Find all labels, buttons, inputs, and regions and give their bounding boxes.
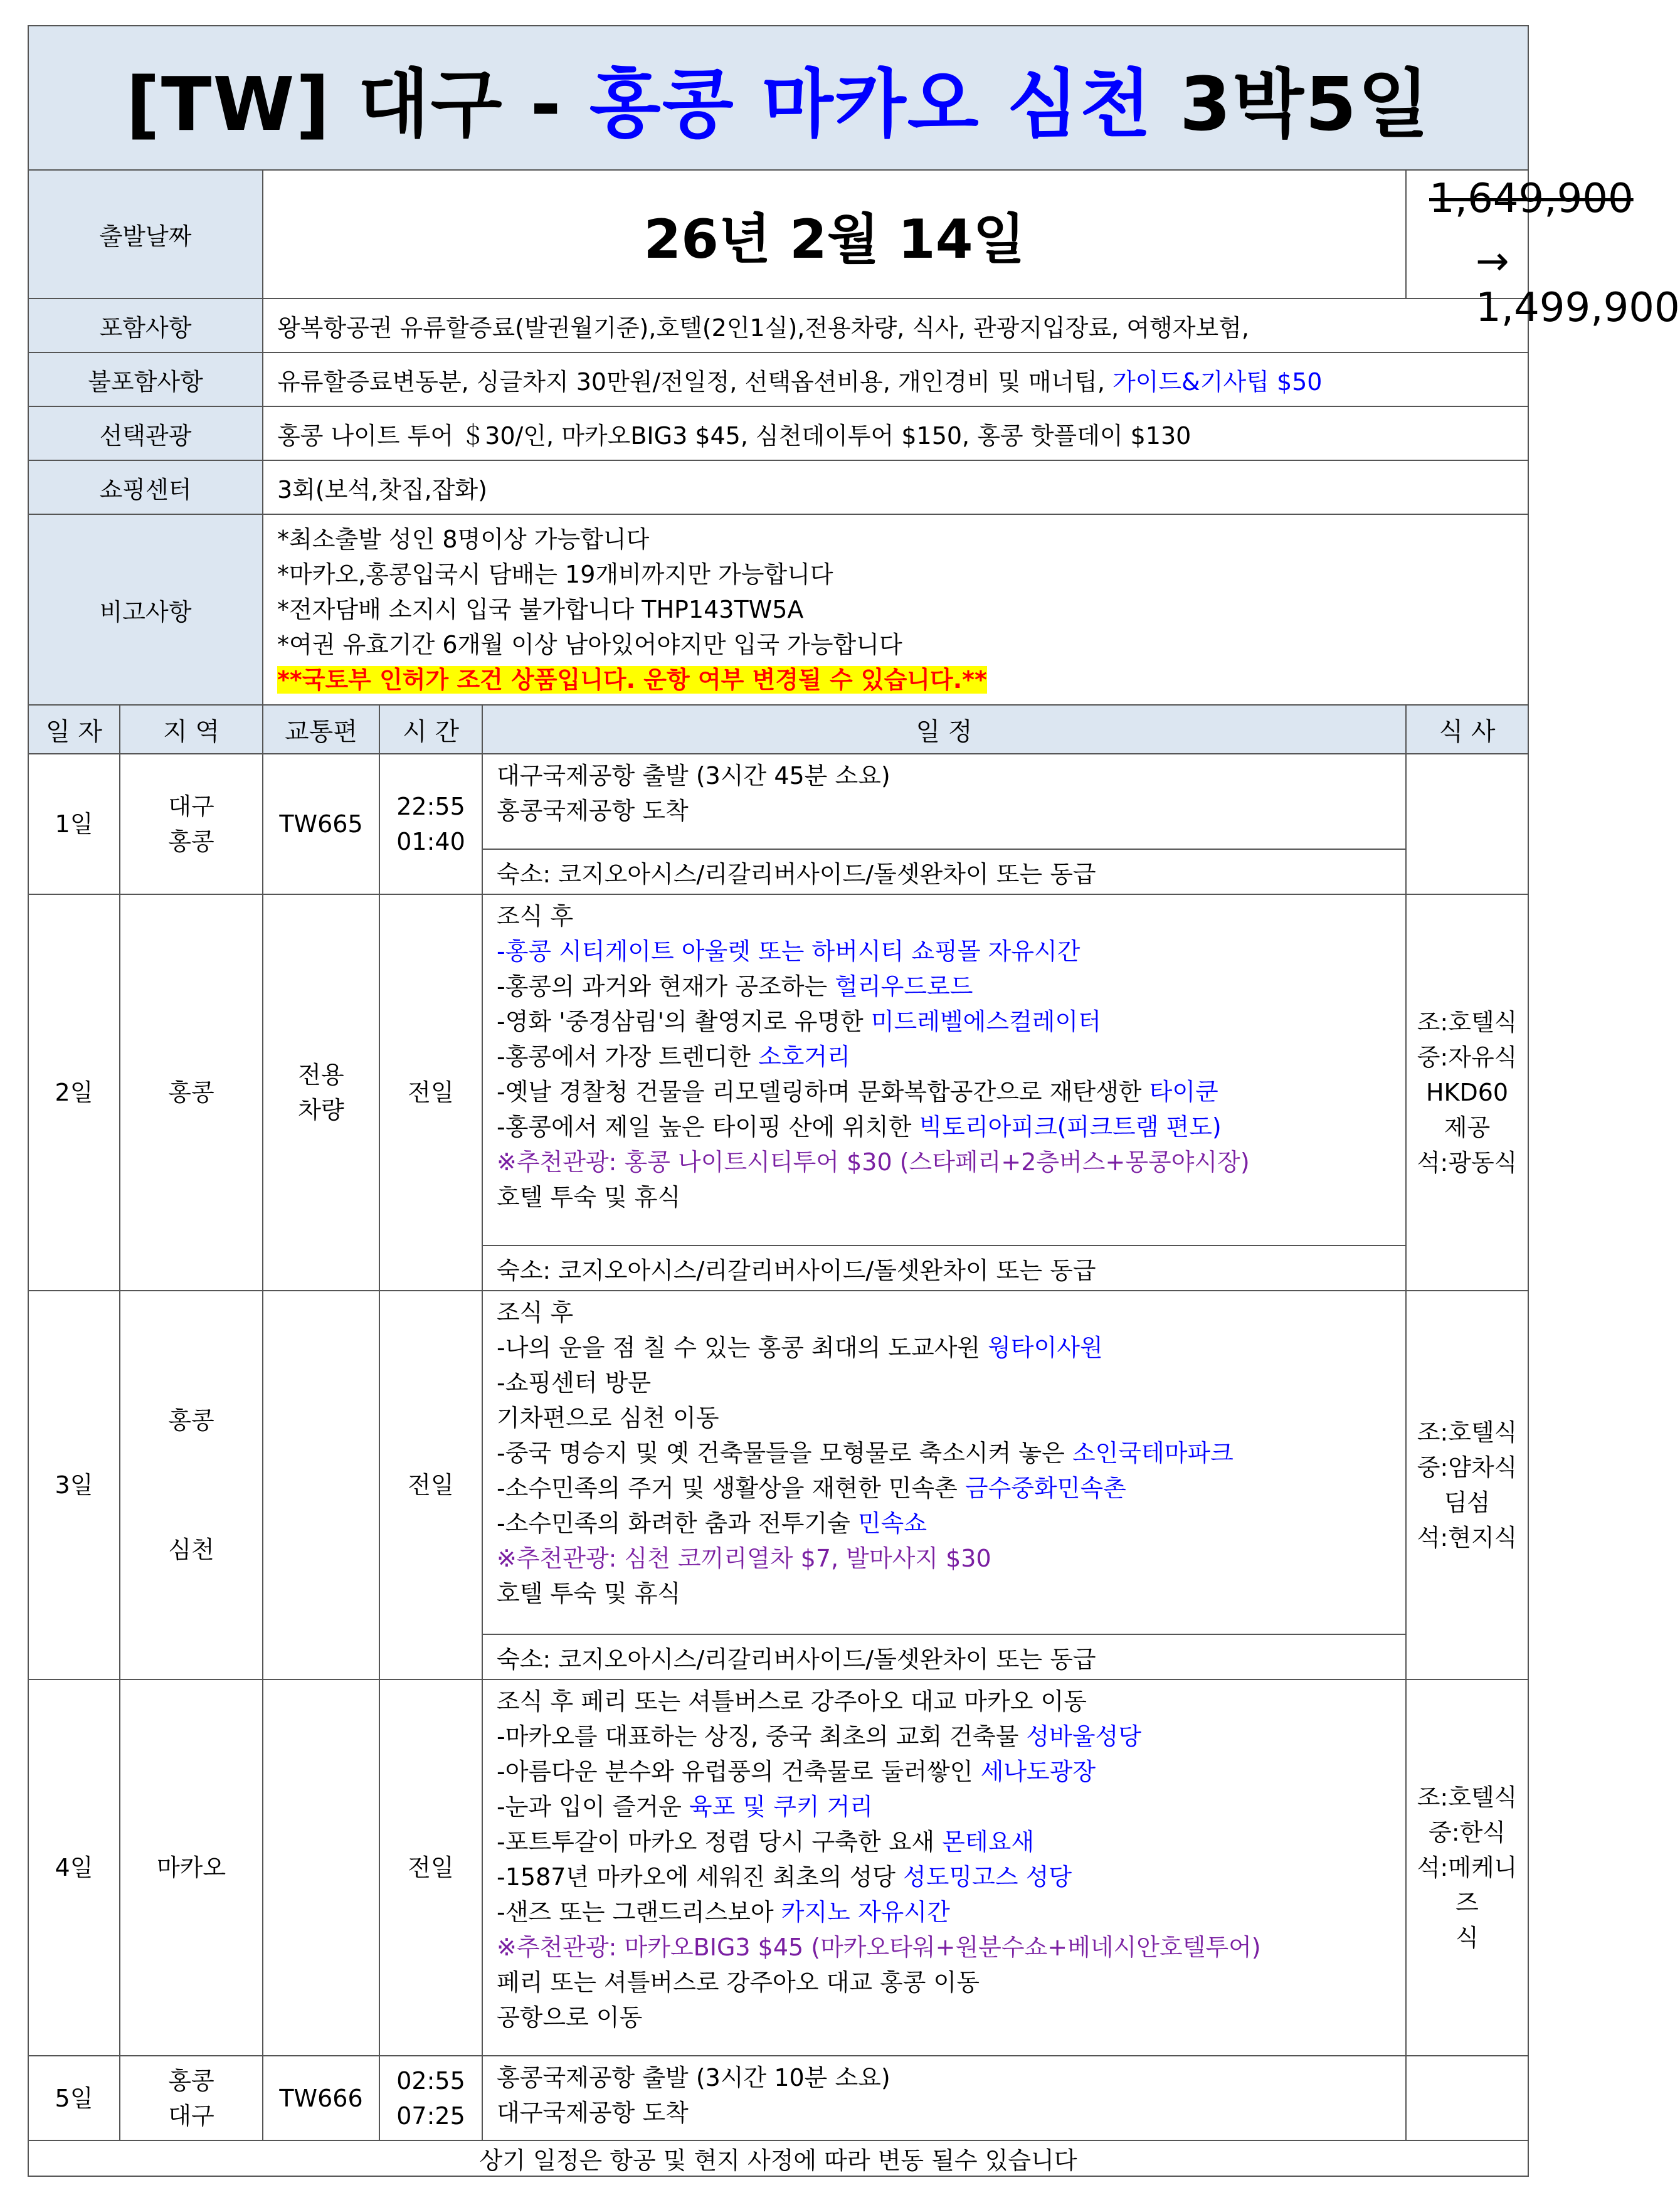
optional-text: 홍콩 나이트 투어 ＄30/인, 마카오BIG3 $45, 심천데이투어 $150, 홍콩 핫플데이 $130 — [263, 406, 1528, 460]
old-price: 1,649,900 — [1429, 175, 1634, 222]
transport-text: 전용 — [298, 1061, 344, 1089]
schedule-text: -샌즈 또는 그랜드리스보아 — [497, 1898, 781, 1926]
schedule-line — [497, 2060, 1405, 2095]
schedule-line — [497, 1109, 1405, 1145]
time-text: 22:55 — [396, 793, 465, 820]
shopping-text: 3회(보석,찻집,잡화) — [263, 460, 1528, 514]
attraction-name: 빅토리아피크(피크트램 편도) — [919, 1113, 1222, 1141]
day-meals — [1406, 754, 1528, 894]
schedule-line — [497, 1859, 1405, 1895]
time-text: 07:25 — [396, 2102, 465, 2130]
transport-text: TW665 — [279, 810, 363, 838]
attraction-name: 미드레벨에스컬레이터 — [870, 1008, 1101, 1035]
schedule-line — [497, 1400, 1405, 1436]
shopping-label: 쇼핑센터 — [28, 460, 263, 514]
hotel-info: 숙소: 코지오아시스/리갈리버사이드/돌셋완차이 또는 동급 — [482, 1245, 1406, 1291]
day-schedule — [482, 2056, 1406, 2140]
schedule-text: -쇼핑센터 방문 — [497, 1369, 652, 1397]
region-name: 홍콩 — [168, 1407, 214, 1434]
day-schedule — [482, 1679, 1406, 2056]
schedule-line — [497, 969, 1405, 1004]
sale-price: → 1,499,900 — [1476, 238, 1680, 331]
attraction-name: 육포 및 쿠키 거리 — [689, 1793, 874, 1821]
header-region: 지 역 — [120, 705, 263, 754]
included-label: 포함사항 — [28, 299, 263, 352]
schedule-line — [497, 758, 1405, 793]
departure-date: 26년 2월 14일 — [263, 170, 1406, 299]
meal-item: 중:한식 — [1429, 1819, 1506, 1846]
meal-item: 조:호텔식 — [1417, 1008, 1518, 1036]
attraction-name: 세나도광장 — [980, 1758, 1096, 1785]
region-name: 심천 — [168, 1536, 214, 1563]
schedule-text: 공항으로 이동 — [497, 2004, 643, 2031]
day-time — [379, 894, 482, 1291]
schedule-text: -포트투갈이 마카오 정렴 당시 구축한 요새 — [497, 1828, 943, 1856]
attraction-name: 웡타이사원 — [988, 1334, 1103, 1362]
remark-warning: **국토부 인허가 조건 상품입니다. 운항 여부 변경될 수 있습니다.** — [277, 666, 987, 694]
meal-item: 중:얌차식 — [1417, 1454, 1518, 1481]
schedule-text: ※추천관광: 홍콩 나이트시티투어 $30 (스타페리+2층버스+몽콩야시장) — [497, 1148, 1250, 1176]
title-prefix: [TW] 대구 - — [126, 61, 589, 147]
time-text: 전일 — [408, 1471, 454, 1499]
attraction-name: 금수중화민속촌 — [964, 1474, 1126, 1502]
attraction-name: 민속쇼 — [857, 1510, 927, 1537]
schedule-line — [497, 899, 1405, 934]
title-duration: 3박5일 — [1152, 61, 1431, 147]
schedule-text: -중국 명승지 및 옛 건축물들을 모형물로 축소시켜 놓은 — [497, 1439, 1072, 1467]
region-name: 대구 — [168, 2102, 214, 2130]
itinerary-table — [28, 25, 1680, 2177]
schedule-text: 호텔 투숙 및 휴식 — [497, 1580, 681, 1607]
meal-item: 석:메케니즈 — [1417, 1854, 1518, 1917]
attraction-name: 성바울성당 — [1026, 1723, 1142, 1750]
schedule-line — [497, 1754, 1405, 1789]
remarks-text — [263, 514, 1528, 705]
excluded-label: 불포함사항 — [28, 352, 263, 406]
attraction-name: 타이쿤 — [1149, 1078, 1218, 1106]
price-cell — [1406, 170, 1680, 331]
day-transport — [263, 2056, 379, 2140]
region-name: 홍콩 — [168, 828, 214, 855]
meal-item: 제공 — [1444, 1114, 1491, 1141]
schedule-text: 조식 후 — [497, 902, 574, 930]
time-text: 전일 — [408, 1854, 454, 1881]
attraction-name: 몬테요새 — [942, 1828, 1035, 1856]
schedule-line — [497, 1180, 1405, 1215]
day-row — [28, 1291, 1528, 1634]
meal-item: HKD60 — [1425, 1079, 1509, 1106]
attraction-name: 소호거리 — [758, 1043, 850, 1071]
schedule-body — [28, 754, 1528, 2140]
schedule-line — [497, 1824, 1405, 1859]
schedule-text: 조식 후 — [497, 1299, 574, 1326]
schedule-text: 홍콩국제공항 도착 — [497, 797, 689, 825]
schedule-text: -소수민족의 주거 및 생활상을 재현한 민속촌 — [497, 1474, 965, 1502]
schedule-text: 홍콩국제공항 출발 (3시간 10분 소요) — [497, 2064, 890, 2092]
day-transport — [263, 754, 379, 894]
schedule-line — [497, 1074, 1405, 1109]
schedule-line — [497, 1506, 1405, 1541]
attraction-name: 카지노 자유시간 — [781, 1898, 950, 1926]
schedule-text: -마카오를 대표하는 상징, 중국 최초의 교회 건축물 — [497, 1723, 1027, 1750]
schedule-text: 대구국제공항 도착 — [497, 2099, 689, 2127]
day-number: 4일 — [28, 1679, 120, 2056]
attraction-name: 성도밍고스 성당 — [903, 1863, 1072, 1891]
day-region — [120, 754, 263, 894]
day-time — [379, 2056, 482, 2140]
schedule-line — [497, 793, 1405, 828]
schedule-line — [497, 934, 1405, 969]
page-title — [28, 26, 1528, 170]
excluded-items: 유류할증료변동분, 싱글차지 30만원/전일정, 선택옵션비용, 개인경비 및 매너팁, — [277, 368, 1112, 396]
day-region — [120, 894, 263, 1291]
day-row — [28, 2056, 1528, 2140]
header-day: 일 자 — [28, 705, 120, 754]
schedule-text: -눈과 입이 즐거운 — [497, 1793, 689, 1821]
day-region — [120, 1679, 263, 2056]
day-number: 2일 — [28, 894, 120, 1291]
schedule-line — [497, 1930, 1405, 1965]
meal-item: 석:광동식 — [1417, 1149, 1518, 1177]
schedule-text: 호텔 투숙 및 휴식 — [497, 1183, 681, 1211]
schedule-line — [497, 1541, 1405, 1576]
meal-item: 식 — [1455, 1924, 1479, 1952]
schedule-text: -옛날 경찰청 건물을 리모델링하며 문화복합공간으로 재탄생한 — [497, 1078, 1149, 1106]
schedule-text: 대구국제공항 출발 (3시간 45분 소요) — [497, 762, 890, 790]
day-region — [120, 2056, 263, 2140]
day-number: 3일 — [28, 1291, 120, 1679]
day-transport — [263, 894, 379, 1291]
region-name: 대구 — [168, 793, 214, 820]
schedule-line — [497, 1295, 1405, 1330]
guide-tip: 가이드&기사팁 $50 — [1112, 368, 1323, 396]
schedule-text: -홍콩의 과거와 현재가 공조하는 — [497, 973, 835, 1000]
schedule-line — [497, 1436, 1405, 1471]
schedule-line — [497, 1471, 1405, 1506]
schedule-text: -소수민족의 화려한 춤과 전투기술 — [497, 1510, 858, 1537]
day-meals — [1406, 1679, 1528, 2056]
meal-item: 조:호텔식 — [1417, 1419, 1518, 1446]
departure-label: 출발날짜 — [28, 170, 263, 299]
optional-label: 선택관광 — [28, 406, 263, 460]
remark-line: *마카오,홍콩입국시 담배는 19개비까지만 가능합니다 — [277, 561, 833, 588]
attraction-name: 헐리우드로드 — [835, 973, 973, 1000]
transport-text: 차량 — [298, 1096, 344, 1124]
region-name: 마카오 — [156, 1854, 226, 1881]
schedule-line — [497, 1365, 1405, 1400]
header-schedule: 일 정 — [482, 705, 1406, 754]
schedule-line — [497, 1004, 1405, 1039]
schedule-text: -홍콩 시티게이트 아울렛 또는 하버시티 쇼핑몰 자유시간 — [497, 938, 1080, 965]
region-name: 홍콩 — [168, 2066, 214, 2095]
title-destinations: 홍콩 마카오 심천 — [589, 61, 1153, 147]
schedule-text: ※추천관광: 심천 코끼리열차 $7, 발마사지 $30 — [497, 1545, 991, 1572]
day-time — [379, 754, 482, 894]
included-text: 왕복항공권 유류할증료(발권월기준),호텔(2인1실),전용차량, 식사, 관광지입장료, 여행자보험, — [263, 299, 1528, 352]
schedule-text: -1587년 마카오에 세워진 최초의 성당 — [497, 1863, 904, 1891]
day-row — [28, 754, 1528, 849]
header-time: 시 간 — [379, 705, 482, 754]
schedule-text: ※추천관광: 마카오BIG3 $45 (마카오타워+원분수쇼+베네시안호텔투어) — [497, 1933, 1261, 1961]
region-name: 홍콩 — [168, 1079, 214, 1106]
schedule-text: -나의 운을 점 칠 수 있는 홍콩 최대의 도교사원 — [497, 1334, 988, 1362]
day-schedule — [482, 754, 1406, 849]
day-region — [120, 1291, 263, 1679]
meal-item: 석:현지식 — [1417, 1524, 1518, 1552]
schedule-line — [497, 1145, 1405, 1180]
meal-item: 딤섬 — [1444, 1489, 1491, 1516]
remark-line: *여권 유효기간 6개월 이상 남아있어야지만 입국 가능합니다 — [277, 631, 902, 658]
day-number: 5일 — [28, 2056, 120, 2140]
day-meals — [1406, 2056, 1528, 2140]
meal-item: 중:자유식 — [1417, 1044, 1518, 1071]
transport-text: TW666 — [279, 2084, 363, 2112]
day-meals — [1406, 1291, 1528, 1679]
day-meals — [1406, 894, 1528, 1291]
time-text: 전일 — [408, 1079, 454, 1106]
header-transport: 교통편 — [263, 705, 379, 754]
day-schedule — [482, 894, 1406, 1245]
header-meal: 식 사 — [1406, 705, 1528, 754]
schedule-text: -영화 '중경삼림'의 촬영지로 유명한 — [497, 1008, 871, 1035]
footer-note: 상기 일정은 항공 및 현지 사정에 따라 변동 될수 있습니다 — [28, 2140, 1528, 2176]
schedule-line — [497, 1895, 1405, 1930]
schedule-line — [497, 1719, 1405, 1754]
day-row — [28, 894, 1528, 1245]
schedule-line — [497, 1039, 1405, 1074]
time-text: 01:40 — [396, 828, 465, 855]
day-time — [379, 1679, 482, 2056]
remark-line: *최소출발 성인 8명이상 가능합니다 — [277, 526, 650, 553]
day-schedule — [482, 1291, 1406, 1634]
schedule-line — [497, 1789, 1405, 1824]
schedule-line — [497, 1576, 1405, 1611]
meal-item: 조:호텔식 — [1417, 1784, 1518, 1811]
day-time — [379, 1291, 482, 1679]
schedule-line — [497, 2095, 1405, 2130]
schedule-text: -홍콩에서 가장 트렌디한 — [497, 1043, 759, 1071]
hotel-info: 숙소: 코지오아시스/리갈리버사이드/돌셋완차이 또는 동급 — [482, 849, 1406, 894]
day-row — [28, 1679, 1528, 2056]
schedule-line — [497, 1330, 1405, 1365]
schedule-line — [497, 1965, 1405, 2000]
day-transport — [263, 1679, 379, 2056]
schedule-text: -아름다운 분수와 유럽풍의 건축물로 둘러쌓인 — [497, 1758, 981, 1785]
hotel-info: 숙소: 코지오아시스/리갈리버사이드/돌셋완차이 또는 동급 — [482, 1634, 1406, 1679]
schedule-text: 조식 후 페리 또는 셔틀버스로 강주아오 대교 마카오 이동 — [497, 1688, 1087, 1715]
day-number: 1일 — [28, 754, 120, 894]
remarks-label: 비고사항 — [28, 514, 263, 705]
remark-line: *전자담배 소지시 입국 불가합니다 THP143TW5A — [277, 596, 804, 623]
time-text: 02:55 — [396, 2066, 465, 2095]
schedule-text: -홍콩에서 제일 높은 타이핑 산에 위치한 — [497, 1113, 919, 1141]
schedule-line — [497, 1684, 1405, 1719]
excluded-text — [263, 352, 1528, 406]
schedule-text: 기차편으로 심천 이동 — [497, 1404, 719, 1432]
schedule-line — [497, 2000, 1405, 2035]
schedule-text: 페리 또는 셔틀버스로 강주아오 대교 홍콩 이동 — [497, 1969, 980, 1996]
day-transport — [263, 1291, 379, 1679]
attraction-name: 소인국테마파크 — [1072, 1439, 1234, 1467]
